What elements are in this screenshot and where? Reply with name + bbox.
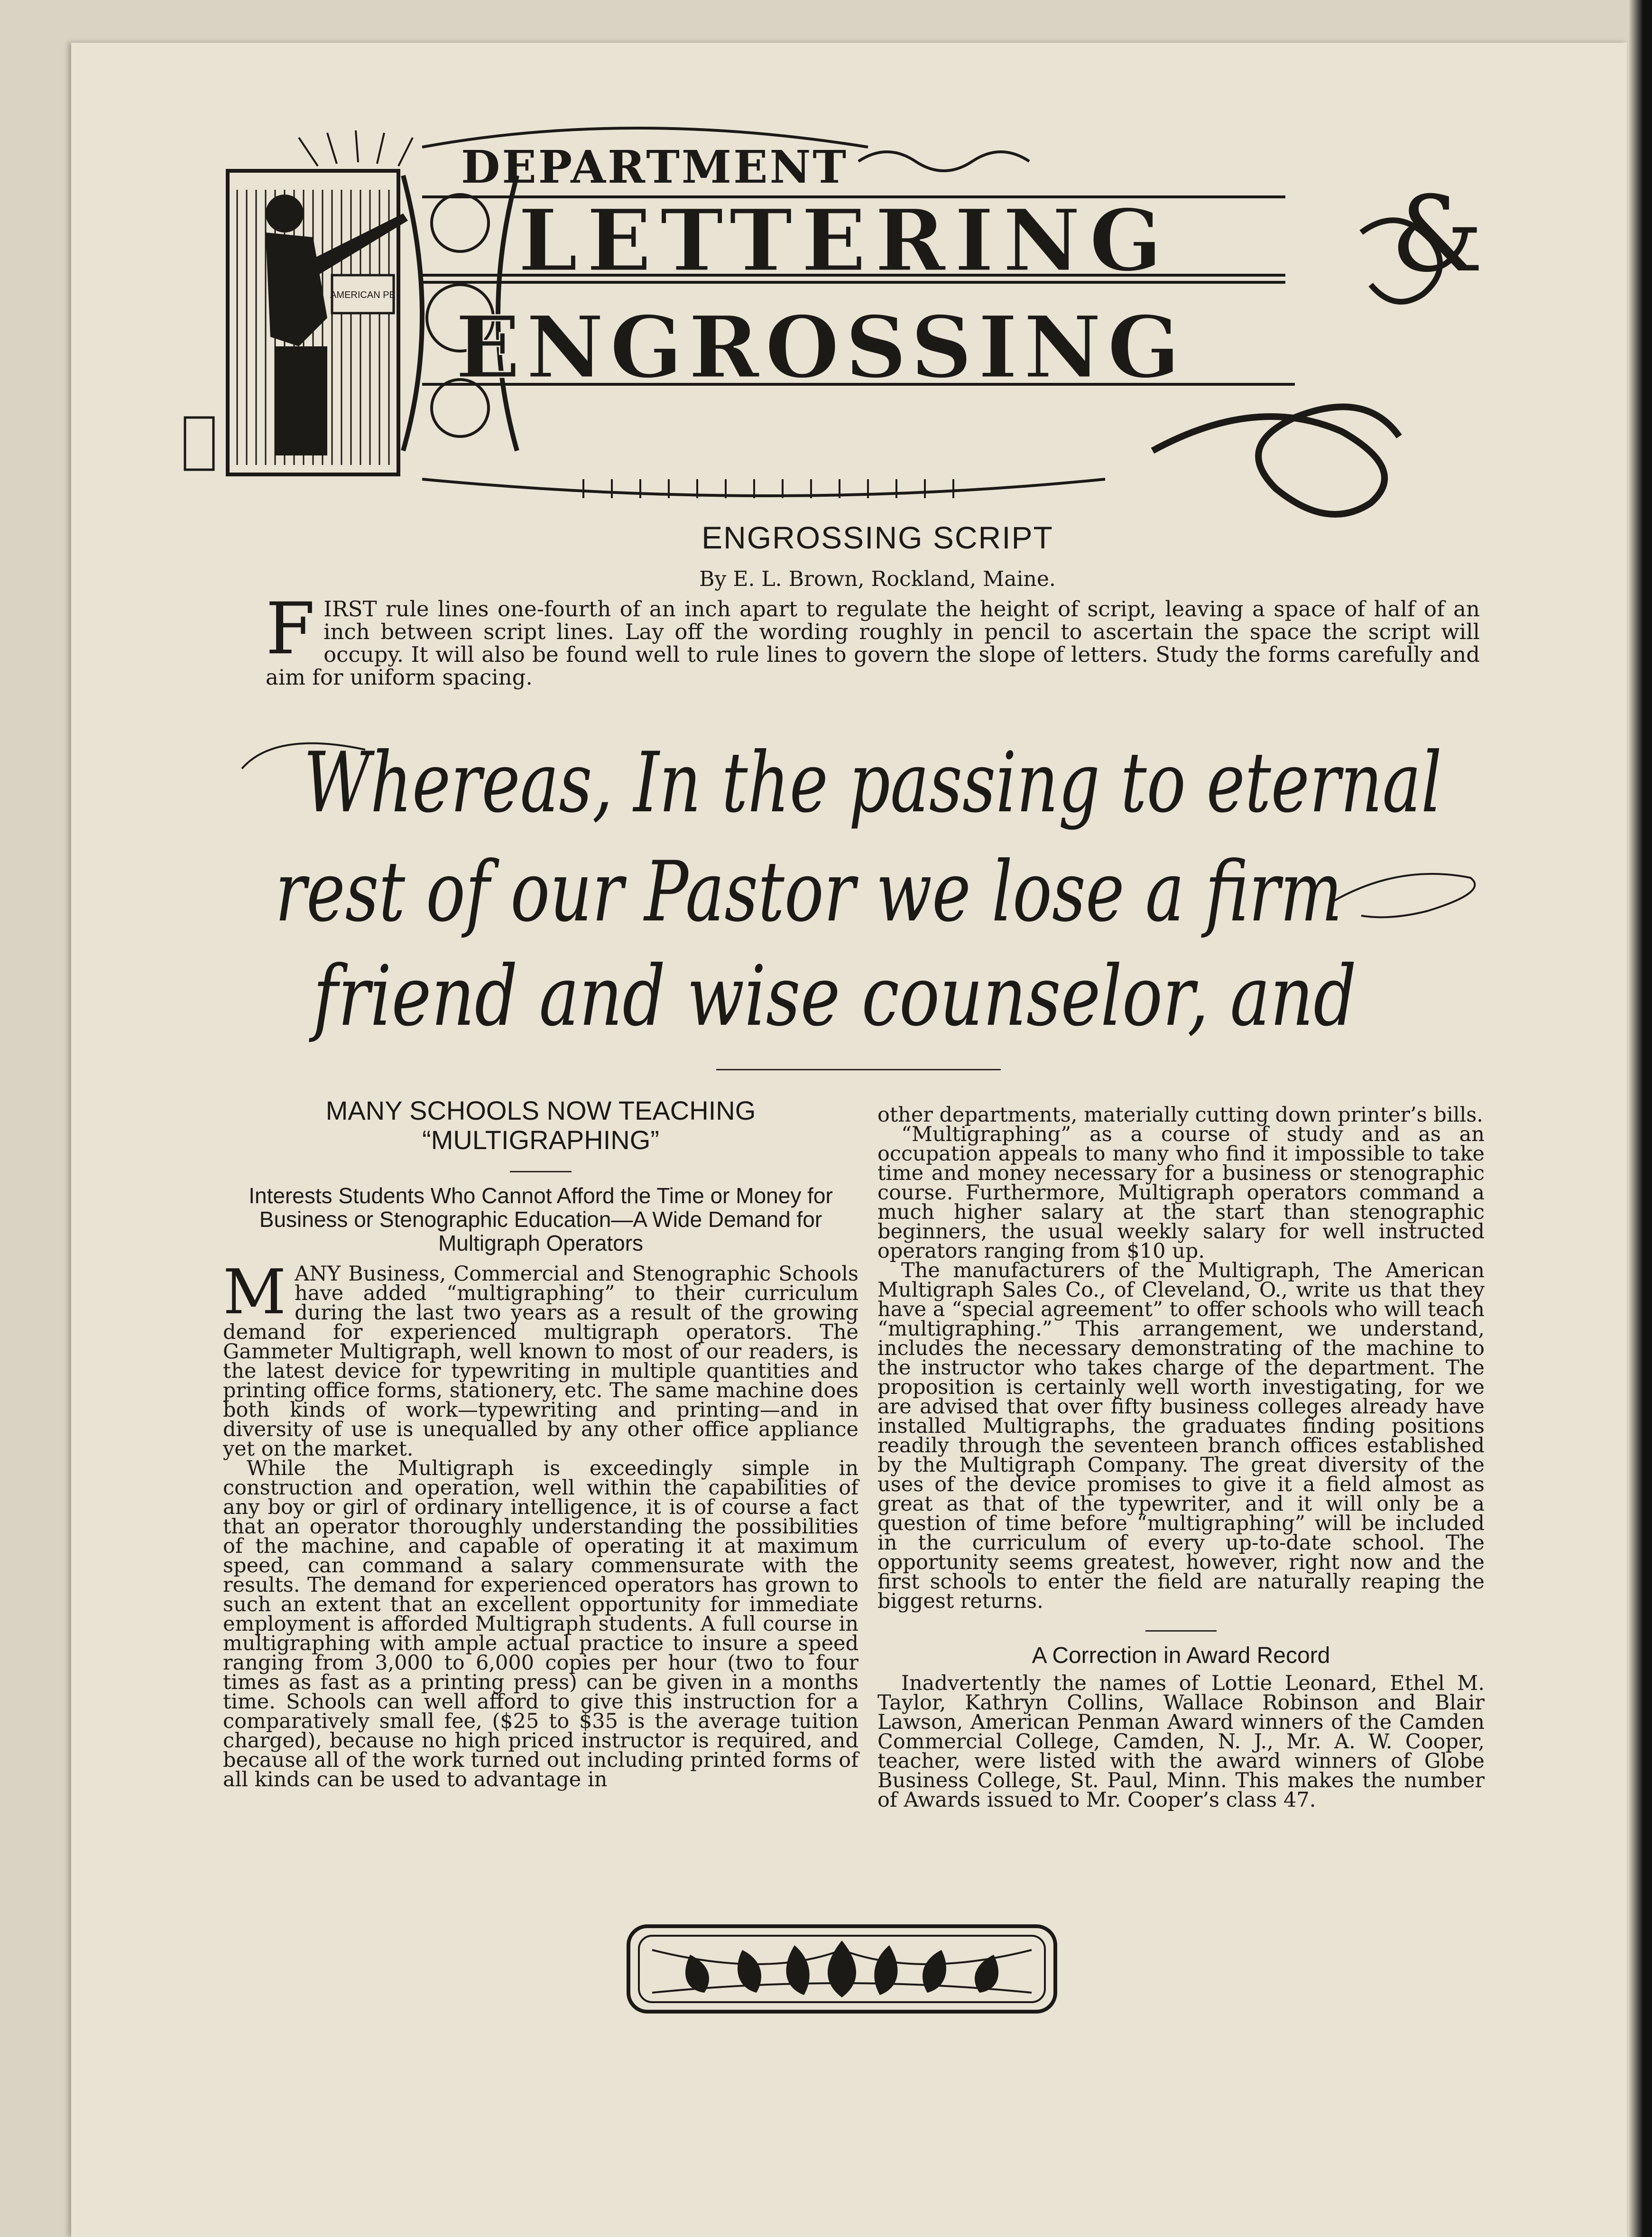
poster-text: AMERICAN PE	[330, 290, 396, 300]
multigraph-title-line-2: “MULTIGRAPHING”	[422, 1125, 659, 1155]
title-rule	[510, 1171, 572, 1172]
article-title: ENGROSSING SCRIPT	[701, 520, 1053, 555]
banner-ampersand: &	[1391, 174, 1484, 295]
paragraph-5: The manufacturers of the Multigraph, The American Multigraph Sales Co., of Cleveland, O., write us that they have a “special agreement” to offer schools who will teach “multigraphing.” This arrangement, we understand, includes the necessary demonstrating of the machine to the instructor who takes charge of the department. The proposition is certainly well worth investigating, for we are advised that over fifty business colleges already have installed Multigraphs, the graduates finding positions readily through the seventeen branch offices established by the Multigraph Company. The great diversity of the uses of the device promises to give it a field almost as great as that of the typewriter, and it will only be a question of time before “multigraphing” will be included in the curriculum of every up-to-date school. The opportunity seems greatest, however, right now and the first schools to enter the field are naturally reaping the biggest returns.	[877, 1259, 1485, 1613]
tailpiece-ornament	[624, 1921, 1060, 2016]
script-line-1: Whereas, In the passing to eternal	[304, 735, 1442, 831]
paragraph-2: While the Multigraph is exceedingly simple in construction and operation, well within the capabilities of any boy or girl of ordinary intelligence, it is of course a fact that an operator thoroughly understanding the possibilities of the machine, and capable of operating it at maximum speed, can command a salary commensurate with the results. The demand for experienced operators has grown to such an extent that an excellent opportunity for immediate employment is afforded Multigraph students. A full course in multigraphing with ample actual practice to insure a speed ranging from 3,000 to 6,000 copies per hour (two to four times as fast as a printing press) can be given in a months time. Schools can well afford to give this instruction for a comparatively small fee, ($25 to $35 is the average tuition charged), because no high priced instructor is required, and because all of the work turned out including printed forms of all kinds can be used to advantage in	[223, 1457, 858, 1791]
article-intro	[266, 588, 1480, 690]
left-column-text	[223, 1256, 858, 1791]
intro-text: IRST rule lines one-fourth of an inch apart to regulate the height of script, leaving a space of half of an inch between script lines. Lay off the wording roughly in pencil to ascertain the space the script will occupy. It will also be found well to rule lines to govern the slope of letters. Study the forms carefully and aim for uniform spacing.	[266, 596, 1480, 690]
right-column-text	[877, 1105, 1485, 1810]
paragraph-4: “Multigraphing” as a course of study and as an occupation appeals to many who find it impossible to take time and money necessary for a business or stenographic course. Furthermore, Multigraph operators command a much higher salary at the start than stenographic beginners, the usual weekly salary for well instructed operators ranging from $10 up.	[877, 1123, 1485, 1263]
section-divider	[716, 1069, 1001, 1070]
correction-title: A Correction in Award Record	[1032, 1643, 1330, 1668]
book-spine	[1629, 0, 1652, 2237]
script-line-2: rest of our Pastor we lose a firm	[275, 844, 1342, 940]
article-byline: By E. L. Brown, Rockland, Maine.	[699, 567, 1056, 591]
script-sample	[213, 721, 1494, 1044]
paragraph-1: ANY Business, Commercial and Stenographic Schools have added “multigraphing” to their curriculum during the last two years as a result of the growing demand for experienced multigraph operators. The Gammeter Multigraph, well known to most of our readers, is the latest device for typewriting in multiple quantities and printing office forms, stationery, etc. The same machine does both kinds of work—typewriting and printing—and in diversity of use is unequalled by any other office appliance yet on the market.	[223, 1262, 858, 1461]
drop-cap-m: M	[223, 1256, 286, 1328]
paragraph-3: other departments, materially cutting down printer’s bills.	[877, 1103, 1483, 1127]
banner-department: DEPARTMENT	[461, 141, 849, 194]
drop-cap: F	[266, 588, 315, 670]
multigraph-subtitle: Interests Students Who Cannot Afford the Time or Money for Business or Stenographic Education—A Wide Demand for Multigraph Operators	[249, 1183, 833, 1255]
correction-text: Inadvertently the names of Lottie Leonard, Ethel M. Taylor, Kathryn Collins, Wallace Robinson and Blair Lawson, American Penman Award winners of the Camden Commercial College, Camden, N. J., Mr. A. W. Cooper, teacher, were listed with the award winners of Globe Business College, St. Paul, Minn. This makes the number of Awards issued to Mr. Cooper’s class 47.	[877, 1671, 1485, 1812]
column-rule	[1145, 1630, 1217, 1632]
banner-engrossing: ENGROSSING	[455, 297, 1186, 398]
script-line-3: friend and wise counselor, and	[309, 948, 1357, 1045]
banner-lettering: LETTERING	[517, 191, 1171, 291]
multigraph-title-line-1: MANY SCHOOLS NOW TEACHING	[325, 1095, 756, 1125]
header-banner	[157, 119, 1504, 508]
multigraph-article	[223, 1096, 858, 1790]
